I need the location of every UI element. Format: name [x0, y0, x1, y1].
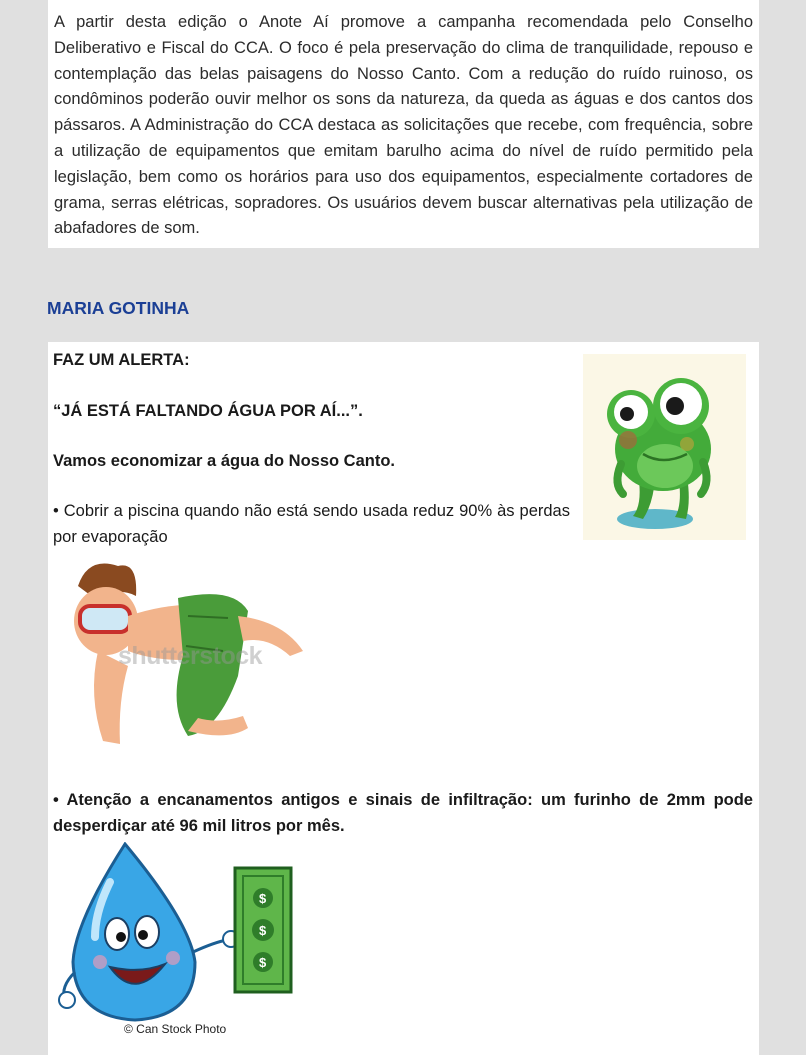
- shutterstock-watermark: shutterstock: [118, 642, 263, 670]
- droplet-illustration: [55, 842, 295, 1022]
- intro-panel: [48, 0, 759, 248]
- money-symbol-1: $: [259, 891, 267, 906]
- money-symbol-2: $: [259, 923, 267, 938]
- section-title: MARIA GOTINHA: [47, 298, 190, 318]
- money-symbol-3: $: [259, 955, 267, 970]
- tip-pipes: • Atenção a encanamentos antigos e sinais de infiltração: um furinho de 2mm pode desperdiçar até 96 mil litros por mês.: [53, 791, 753, 835]
- droplet-icon: [55, 842, 295, 1022]
- frog-icon: [583, 354, 746, 540]
- alert-quote: “JÁ ESTÁ FALTANDO ÁGUA POR AÍ...”.: [53, 402, 363, 420]
- intro-paragraph: A partir desta edição o Anote Aí promove a campanha recomendada pelo Conselho Deliberativo e Fiscal do CCA. O foco é pela preservação do clima de tranquilidade, repouso e contemplação das belas paisagens do Nosso Canto. Com a redução do ruído ruinoso, os condôminos poderão ouvir melhor os sons da natureza, da queda as águas e dos cantos dos pássaros. A Administração do CCA destaca as solicitações que recebe, com frequência, sobre a utilização de equipamentos que emitam barulho acima do nível de ruído permitido pela legislação, bem como os horários para uso dos equipamentos, especialmente cortadores de grama, serras elétricas, sopradores. Os usuários devem buscar alternativas pela utilização de abafadores de som.: [54, 13, 753, 238]
- frog-illustration: [583, 354, 746, 540]
- tip-pool-cover: • Cobrir a piscina quando não está sendo usada reduz 90% às perdas por evaporação: [53, 502, 570, 546]
- image-credit: © Can Stock Photo: [124, 1022, 227, 1036]
- alert-call: Vamos economizar a água do Nosso Canto.: [53, 452, 395, 470]
- alert-heading: FAZ UM ALERTA:: [53, 351, 190, 369]
